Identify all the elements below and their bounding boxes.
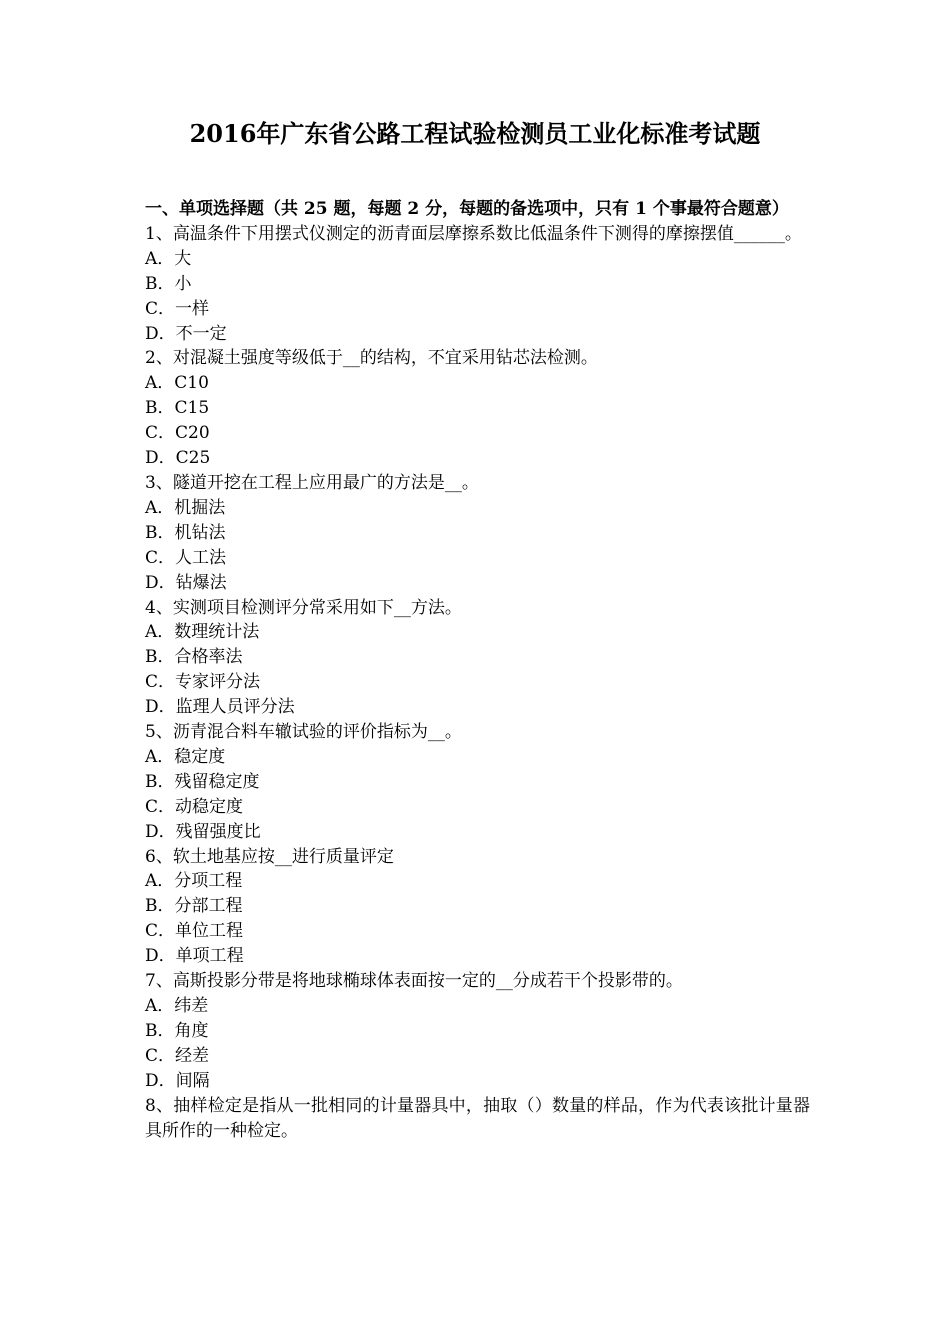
question-5: [145, 720, 810, 845]
option-a: A．机掘法: [145, 497, 226, 518]
question-1: [145, 222, 810, 347]
option-c: C．专家评分法: [145, 672, 261, 693]
question-stem: 7、高斯投影分带是将地球椭球体表面按一定的__分成若干个投影带的。: [145, 971, 683, 992]
option-d: D．监理人员评分法: [145, 697, 295, 718]
option-c: C．人工法: [145, 547, 227, 568]
question-3: [145, 471, 810, 596]
question-7: [145, 969, 810, 1094]
option-d: D．钻爆法: [145, 572, 227, 593]
option-b: B．C15: [145, 398, 210, 419]
option-d: D．间隔: [145, 1070, 210, 1091]
option-d: D．残留强度比: [145, 821, 261, 842]
option-a: A．纬差: [145, 996, 209, 1016]
question-stem: 5、沥青混合料车辙试验的评价指标为__。: [145, 722, 462, 743]
question-8: [145, 1094, 810, 1144]
question-stem: 2、对混凝土强度等级低于__的结构，不宜采用钻芯法检测。: [145, 348, 598, 369]
option-b: B．小: [145, 273, 192, 294]
option-b: B．合格率法: [145, 647, 243, 668]
option-a: A．稳定度: [145, 746, 226, 767]
question-stem: 1、高温条件下用摆式仪测定的沥青面层摩擦系数比低温条件下测得的摩擦摆值______。: [145, 223, 802, 244]
question-stem: 4、实测项目检测评分常采用如下__方法。: [145, 597, 462, 618]
option-c: C．经差: [145, 1045, 210, 1066]
option-b: B．机钻法: [145, 522, 226, 543]
document-title: 2016年广东省公路工程试验检测员工业化标准考试题: [189, 119, 761, 148]
option-a: A．数理统计法: [145, 622, 260, 643]
option-c: C．单位工程: [145, 921, 244, 942]
section-heading: 一、单项选择题（共 25 题，每题 2 分，每题的备选项中，只有 1 个事最符合题意）: [145, 199, 789, 219]
option-b: B．角度: [145, 1020, 209, 1041]
question-6: [145, 845, 810, 970]
option-a: A．大: [145, 248, 192, 269]
option-a: A．C10: [145, 373, 209, 394]
option-b: B．分部工程: [145, 896, 243, 917]
option-b: B．残留稳定度: [145, 771, 260, 792]
question-stem: 8、抽样检定是指从一批相同的计量器具中，抽取（）数量的样品，作为代表该批计量器具所作的一种检定。: [145, 1095, 810, 1141]
document-body: [145, 197, 810, 1143]
option-d: D．单项工程: [145, 946, 244, 967]
option-d: D．C25: [145, 448, 211, 469]
question-4: [145, 596, 810, 721]
option-d: D．不一定: [145, 323, 227, 344]
option-c: C．一样: [145, 298, 210, 319]
question-2: [145, 346, 810, 471]
option-a: A．分项工程: [145, 871, 243, 892]
question-stem: 3、隧道开挖在工程上应用最广的方法是__。: [145, 472, 479, 493]
option-c: C．动稳定度: [145, 796, 244, 817]
option-c: C．C20: [145, 423, 210, 444]
question-stem: 6、软土地基应按__进行质量评定: [145, 846, 394, 867]
